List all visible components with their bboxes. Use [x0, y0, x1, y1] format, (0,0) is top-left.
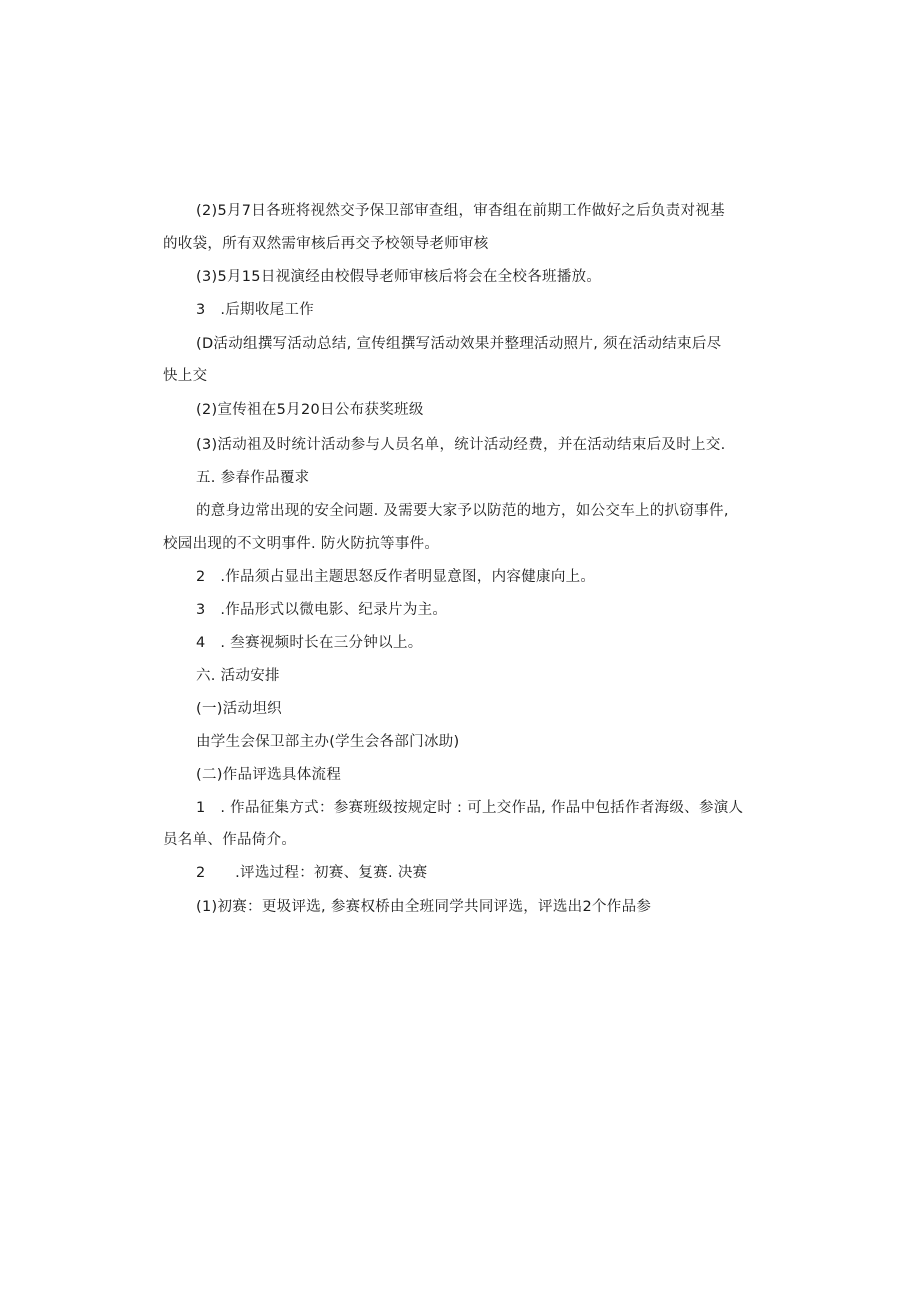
text-line: 由学生会保卫部主办(学生会各部门冰助) [196, 734, 460, 750]
text-line: (1)初赛：更圾评选, 参赛权桥由全班同学共同评选，评选出2个作品参 [196, 899, 652, 915]
text-line: 的意身边常出现的安全问题. 及需要大家予以防范的地方，如公交车上的扒窃事件, [196, 503, 729, 519]
text-line: (D活动组撰写活动总结, 宣传组撰写活动效果并整理活动照片, 须在活动结束后尽 [196, 336, 722, 352]
text-line: (3)5月15日视演经由校假导老师审核后将会在全校各班播放。 [196, 269, 602, 285]
text-line: 的收袋，所有双然需审核后再交予校领导老师审核 [163, 236, 489, 252]
section-heading: 五. 参春作品覆求 [196, 470, 310, 486]
text-line: 1 . 作品征集方式：参赛班级按规定时 : 可上交作品, 作品中包括作者海级、参演人 [196, 800, 744, 816]
text-line: 4 . 叁赛视频时长在三分钟以上。 [196, 635, 423, 651]
subsection-heading: (二)作品评选具体流程 [196, 767, 342, 783]
text-line: 3 .后期收尾工作 [196, 302, 315, 318]
text-line: 2 .作品须占显出主题思怒反作者明显意图，内容健康向上。 [196, 569, 596, 585]
text-line: 快上交 [163, 368, 208, 384]
text-line: 校园出现的不文明事件. 防火防抗等事件。 [163, 536, 440, 552]
text-line: (2)宣传祖在5月20日公布获奖班级 [196, 402, 424, 418]
text-line: 员名单、作品倚介。 [163, 832, 297, 848]
subsection-heading: (一)活动坦织 [196, 701, 282, 717]
text-line: (2)5月7日各班将视然交予保卫部审查组，审杳组在前期工作做好之后负责对视基 [196, 203, 725, 219]
text-line: 2 .评选过程：初赛、复赛. 决赛 [196, 865, 428, 881]
text-line: (3)活动祖及时统计活动参与人员名单，统计活动经费，并在活动结束后及时上交. [196, 437, 726, 453]
section-heading: 六. 活动安排 [196, 668, 280, 684]
text-line: 3 .作品形式以微电影、纪录片为主。 [196, 602, 448, 618]
